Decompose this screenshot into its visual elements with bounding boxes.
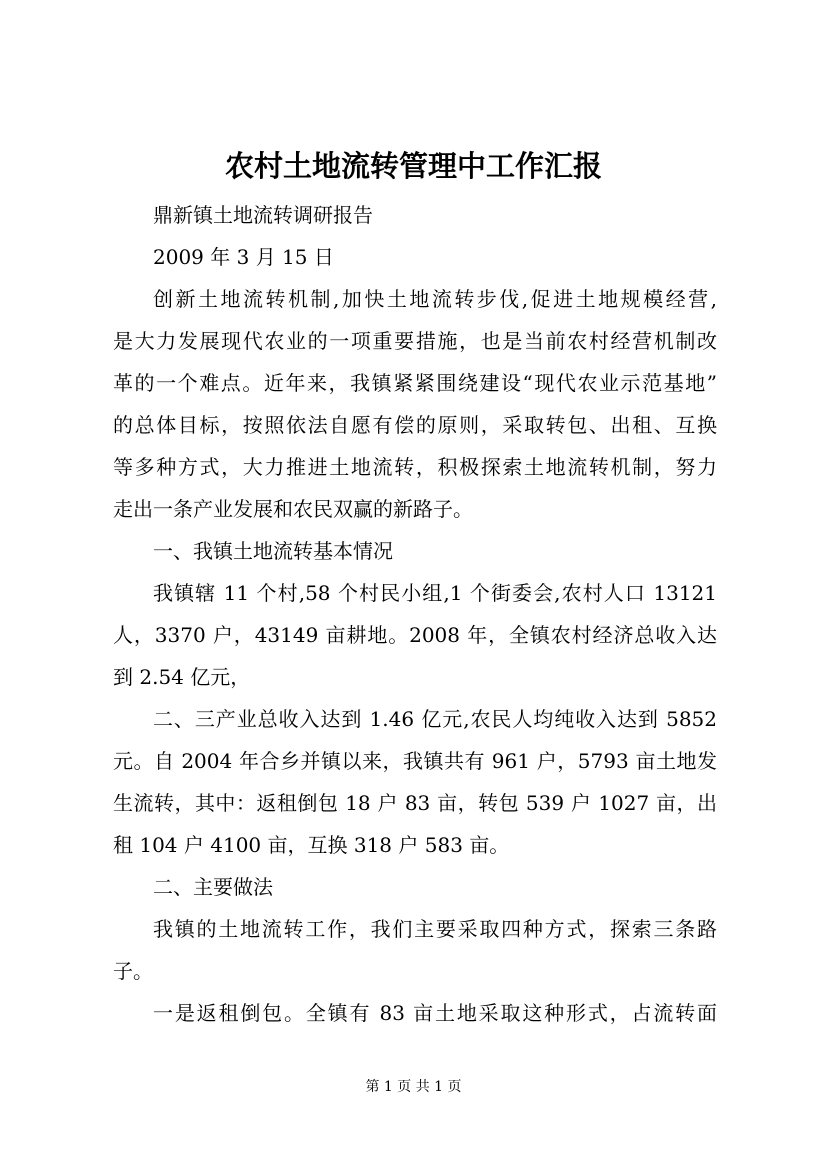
body-line: 创新土地流转机制,加快土地流转步伐,促进土地规模经营,	[153, 287, 717, 311]
date-line: 2009 年 3 月 15 日	[153, 245, 334, 269]
body-line: 我镇辖 11 个村,58 个村民小组,1 个街委会,农村人口 13121	[153, 581, 717, 605]
body-line: 一是返租倒包。全镇有 83 亩土地采取这种形式，占流转面	[153, 1001, 717, 1025]
section-heading: 一、我镇土地流转基本情况	[153, 539, 393, 563]
body-line: 生流转，其中：返租倒包 18 户 83 亩，转包 539 户 1027 亩，出	[113, 791, 717, 815]
body-line: 我镇的土地流转工作，我们主要采取四种方式，探索三条路	[153, 917, 717, 941]
body-line: 元。自 2004 年合乡并镇以来，我镇共有 961 户，5793 亩土地发	[113, 749, 717, 773]
page-footer: 第 1 页 共 1 页	[365, 1079, 462, 1095]
body-line: 走出一条产业发展和农民双赢的新路子。	[113, 497, 473, 521]
subtitle-line: 鼎新镇土地流转调研报告	[153, 203, 373, 227]
body-line: 子。	[113, 959, 153, 983]
body-line: 是大力发展现代农业的一项重要措施，也是当前农村经营机制改	[113, 329, 717, 353]
body-line: 到 2.54 亿元，	[113, 665, 251, 689]
section-heading: 二、主要做法	[153, 875, 273, 899]
body-line: 二、三产业总收入达到 1.46 亿元,农民人均纯收入达到 5852	[153, 707, 717, 731]
body-line: 等多种方式，大力推进土地流转，积极探索土地流转机制，努力	[113, 455, 717, 479]
body-line: 的总体目标，按照依法自愿有偿的原则，采取转包、出租、互换	[113, 413, 717, 437]
document-title: 农村土地流转管理中工作汇报	[224, 149, 602, 183]
body-line: 革的一个难点。近年来，我镇紧紧围绕建设“现代农业示范基地”	[113, 371, 717, 395]
body-line: 租 104 户 4100 亩，互换 318 户 583 亩。	[113, 833, 510, 857]
body-line: 人，3370 户，43149 亩耕地。2008 年，全镇农村经济总收入达	[113, 623, 717, 647]
